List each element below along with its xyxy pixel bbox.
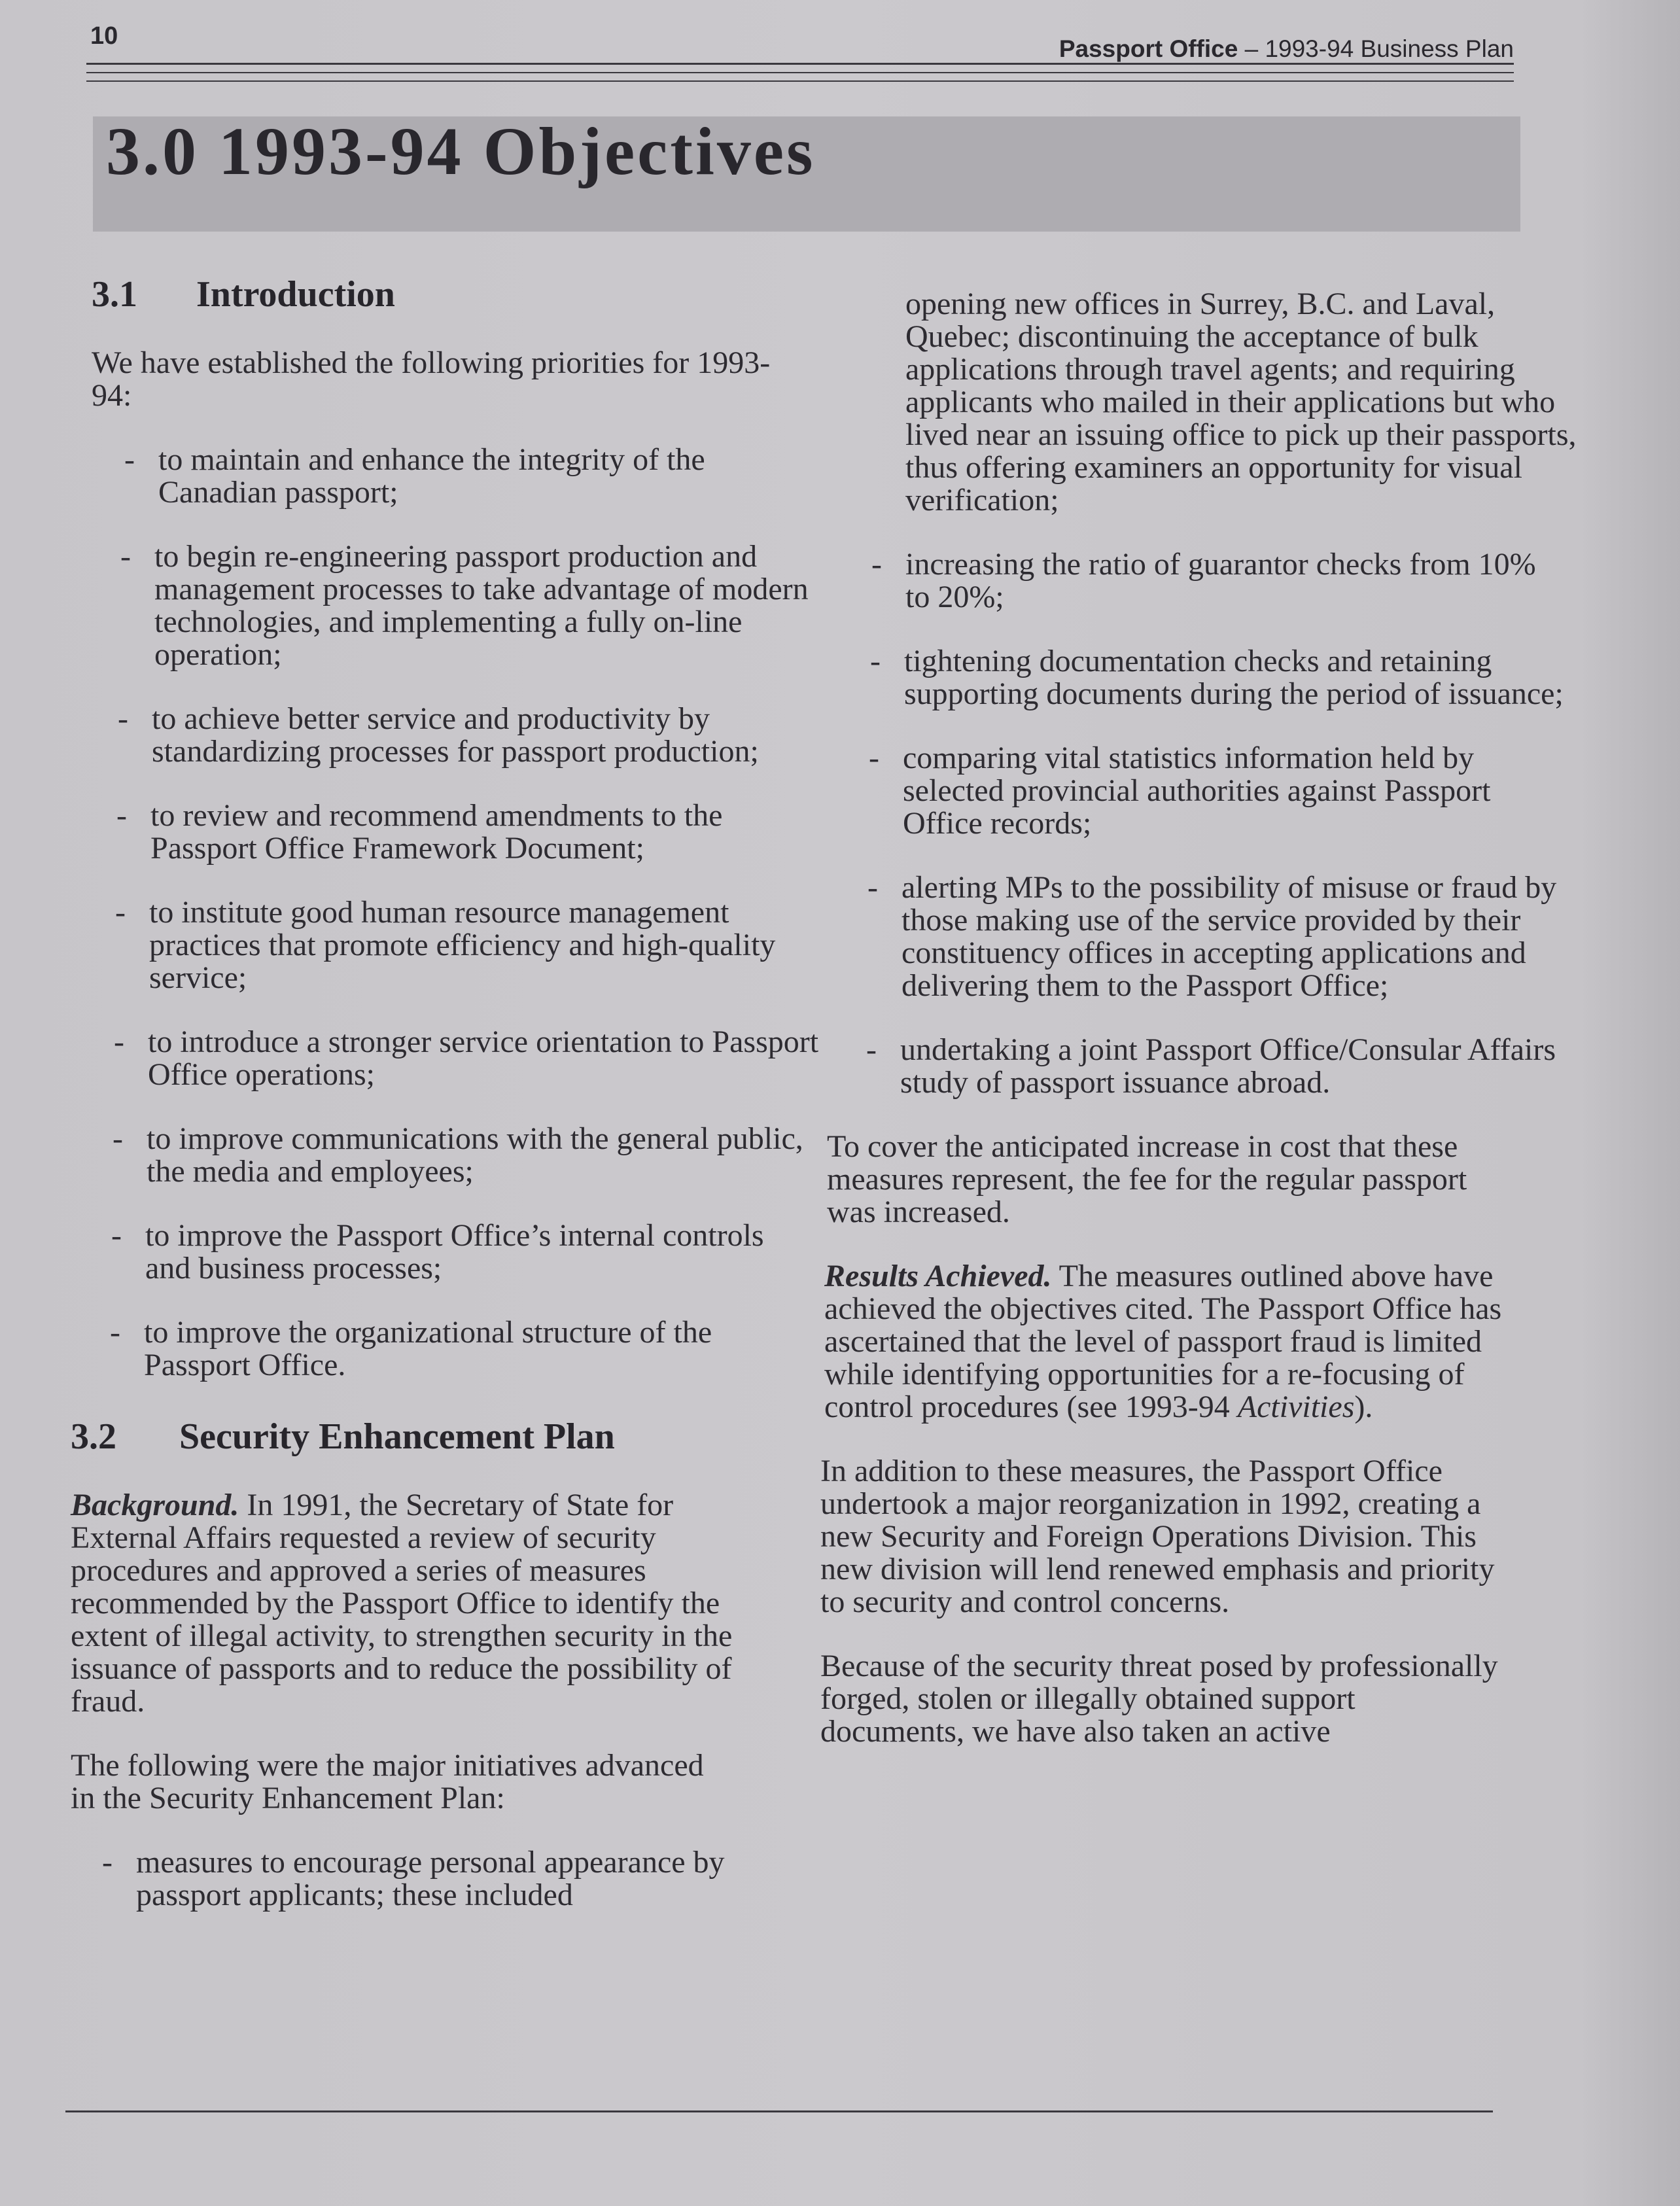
results-text: The measures outlined above have achieved the objectives cited. The Passport Office has ascertained that the level of passport fraud is limited while identifying opportunities for a re-focusing of control procedures (see 1993-94	[824, 1259, 1502, 1424]
list-item-text: measures to encourage personal appearance by passport applicants; these included	[136, 1845, 725, 1912]
list-item	[71, 799, 823, 865]
intro-paragraph: We have established the following priorities for 1993-94:	[92, 345, 771, 413]
list-item-text: to achieve better service and productivity by standardizing processes for passport production;	[152, 701, 759, 769]
footer-rule	[65, 2110, 1493, 2112]
background-text: In 1991, the Secretary of State for External Affairs requested a review of security procedures and approved a series of measures recommended by the Passport Office to identify the extent of illegal activity, to strengthen security in the issuance of passports and to reduce the possibility of fraud.	[71, 1488, 733, 1719]
background-label: Background.	[71, 1488, 239, 1522]
running-header	[1059, 35, 1514, 63]
list-item	[71, 896, 803, 994]
list-item-text: to maintain and enhance the integrity of the Canadian passport;	[158, 442, 705, 510]
list-item	[71, 1316, 798, 1382]
list-item	[820, 1034, 1587, 1099]
reorganization-paragraph: In addition to these measures, the Passport Office undertook a major reorganization in 1992, creating a new Security and Foreign Operations Division. This new division will lend renewed emphasis and priority to security and control concerns.	[820, 1454, 1495, 1619]
header-rule	[86, 80, 1514, 82]
initiatives-list-start	[71, 1846, 784, 1912]
page-number: 10	[90, 22, 118, 50]
publication-subtitle: 1993-94 Business Plan	[1265, 35, 1514, 62]
list-item-text: alerting MPs to the possibility of misuse or fraud by those making use of the service provided by their constituency offices in accepting applications and delivering them to the Passport Office;	[901, 870, 1557, 1003]
list-item	[820, 548, 1560, 614]
list-item-text: tightening documentation checks and retaining supporting documents during the period of issuance;	[904, 644, 1564, 711]
list-item-text: increasing the ratio of guarantor checks from 10% to 20%;	[905, 547, 1536, 614]
header-rule	[86, 72, 1514, 73]
section-number: 3.2	[71, 1416, 116, 1457]
list-item-text: to improve the organizational structure of the Passport Office.	[144, 1315, 712, 1382]
section-title: Introduction	[196, 274, 395, 315]
results-end: ).	[1354, 1390, 1373, 1424]
list-item-text: undertaking a joint Passport Office/Consular Affairs study of passport issuance abroad.	[900, 1032, 1556, 1100]
list-item-continued: opening new offices in Surrey, B.C. and Laval, Quebec; discontinuing the acceptance of bulk applications through travel agents; and requiring applicants who mailed in their applications but who lived near an issuing office to pick up their passports, thus offering examiners an opportunity for visual verification;	[905, 287, 1577, 517]
background-paragraph	[71, 1489, 771, 1718]
section-heading-introduction	[92, 273, 784, 315]
list-item	[820, 742, 1564, 840]
section-heading-security-enhancement-plan	[71, 1416, 784, 1458]
left-column	[71, 273, 819, 1912]
list-item-text: to review and recommend amendments to the Passport Office Framework Document;	[150, 798, 723, 866]
results-paragraph	[820, 1260, 1505, 1424]
right-column	[820, 287, 1577, 1749]
list-item-text: to begin re-engineering passport production and management processes to take advantage of modern technologies, and implementing a fully on-line operation;	[154, 539, 809, 672]
list-item-text: comparing vital statistics information held by selected provincial authorities against Passport Office records;	[903, 741, 1491, 841]
chapter-title: 3.0 1993-94 Objectives	[106, 114, 816, 189]
section-number: 3.1	[92, 274, 137, 315]
list-item	[71, 1219, 810, 1285]
results-reference: Activities	[1237, 1390, 1355, 1424]
list-item	[71, 1846, 810, 1912]
list-item	[71, 444, 823, 509]
threat-paragraph: Because of the security threat posed by professionally forged, stolen or illegally obtained support documents, we have also taken an active	[820, 1649, 1498, 1749]
list-item	[820, 871, 1582, 1002]
list-item-text: to institute good human resource management practices that promote efficiency and high-quality service;	[149, 895, 776, 995]
list-item-text: to improve the Passport Office’s internal controls and business processes;	[145, 1218, 764, 1286]
list-item	[71, 703, 823, 768]
header-separator: –	[1244, 35, 1259, 62]
list-item	[71, 1123, 831, 1188]
list-item	[820, 645, 1565, 710]
initiatives-intro: The following were the major initiatives advanced in the Security Enhancement Plan:	[71, 1748, 704, 1815]
list-item-text: to improve communications with the general public, the media and employees;	[147, 1121, 803, 1189]
header-rule	[86, 63, 1514, 65]
results-label: Results Achieved.	[824, 1259, 1052, 1293]
priorities-list	[71, 442, 819, 1382]
list-item	[71, 1026, 823, 1091]
cost-paragraph: To cover the anticipated increase in cost that these measures represent, the fee for the regular passport was increased.	[827, 1129, 1467, 1229]
list-item	[71, 540, 823, 671]
publication-name: Passport Office	[1059, 35, 1238, 62]
list-item-text: to introduce a stronger service orientation to Passport Office operations;	[148, 1024, 819, 1092]
section-title: Security Enhancement Plan	[179, 1416, 615, 1457]
initiatives-list	[820, 547, 1564, 1100]
